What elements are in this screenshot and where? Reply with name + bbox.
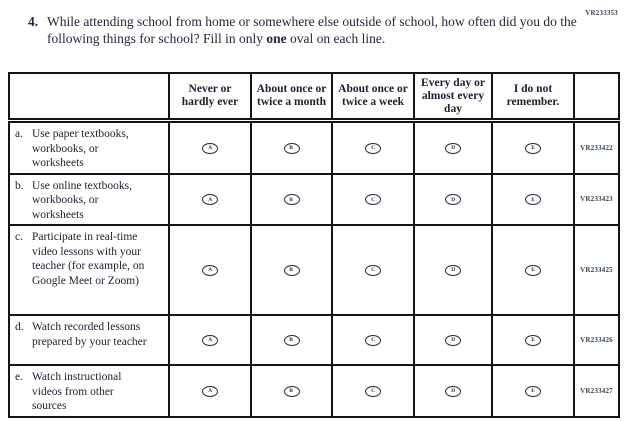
answer-oval-e2[interactable] (284, 386, 300, 397)
answer-oval-b5[interactable] (525, 194, 541, 205)
oval-cell (492, 174, 574, 226)
answer-oval-e1[interactable] (202, 386, 218, 397)
oval-cell (492, 365, 574, 417)
oval-cell (414, 121, 492, 174)
table-row-e (9, 365, 619, 417)
row-letter: c. (15, 231, 23, 243)
oval-letter: A (208, 337, 212, 344)
response-matrix-table (8, 72, 620, 418)
question-emphasis: one (266, 31, 287, 46)
question-text (47, 13, 584, 47)
oval-cell (251, 315, 332, 365)
answer-oval-b3[interactable] (365, 194, 381, 205)
answer-oval-c4[interactable] (445, 265, 461, 276)
answer-oval-e3[interactable] (365, 386, 381, 397)
answer-oval-a3[interactable] (365, 143, 381, 154)
oval-letter: D (451, 196, 455, 203)
oval-letter: A (208, 196, 212, 203)
oval-cell (169, 174, 251, 226)
oval-letter: B (289, 196, 294, 203)
table-row-a (9, 121, 619, 174)
table-row-b (9, 174, 619, 226)
oval-letter: E (531, 267, 535, 274)
oval-letter: D (451, 388, 455, 394)
question-number: 4. (28, 14, 39, 29)
oval-letter: E (531, 145, 535, 151)
table-row-d (9, 315, 619, 365)
answer-oval-b4[interactable] (445, 194, 461, 205)
answer-oval-c3[interactable] (365, 265, 381, 276)
row-label-b (9, 174, 169, 226)
question-text-part2: oval on each line. (286, 31, 386, 46)
header-once-twice-month: About once or twice a month (251, 73, 332, 121)
row-code-a: VR233422 (574, 121, 619, 174)
answer-oval-c5[interactable] (525, 265, 541, 276)
oval-cell (169, 365, 251, 417)
row-code-b: VR233423 (574, 174, 619, 226)
row-label-c (9, 225, 169, 315)
oval-cell (332, 225, 414, 315)
question-text-part1: While attending school from home or somewhere else outside of school, how often did you do the following things for school? Fill in only (47, 14, 577, 46)
header-every-day: Every day or almost every day (414, 73, 492, 121)
row-label-text: Watch recorded lessons prepared by your teacher (32, 321, 147, 348)
row-label-a (9, 121, 169, 174)
question-block (28, 13, 584, 47)
oval-letter: E (531, 196, 535, 203)
oval-letter: D (451, 337, 455, 344)
row-code-e: VR233427 (574, 365, 619, 417)
oval-cell (169, 225, 251, 315)
oval-cell (251, 225, 332, 315)
oval-cell (332, 174, 414, 226)
row-label-text: Participate in real-time video lessons with your teacher (for example, on Google Meet or Zoom) (32, 231, 145, 287)
answer-oval-d1[interactable] (202, 335, 218, 346)
oval-cell (169, 121, 251, 174)
answer-oval-d5[interactable] (525, 335, 541, 346)
oval-letter: E (531, 388, 535, 394)
oval-cell (414, 315, 492, 365)
oval-cell (414, 225, 492, 315)
answer-oval-d3[interactable] (365, 335, 381, 346)
row-label-e (9, 365, 169, 417)
row-code-d: VR233426 (574, 315, 619, 365)
oval-cell (332, 315, 414, 365)
header-once-twice-week: About once or twice a week (332, 73, 414, 121)
oval-cell (414, 365, 492, 417)
oval-letter: C (371, 267, 375, 274)
oval-cell (492, 315, 574, 365)
row-label-text: Use paper textbooks, workbooks, or worksheets (32, 128, 129, 169)
row-code-c: VR233425 (574, 225, 619, 315)
oval-cell (251, 121, 332, 174)
answer-oval-d4[interactable] (445, 335, 461, 346)
oval-letter: C (371, 388, 375, 394)
header-code-cell (574, 73, 619, 121)
oval-letter: B (289, 145, 294, 151)
row-letter: e. (15, 371, 23, 383)
answer-oval-e5[interactable] (525, 386, 541, 397)
row-label-text: Use online textbooks, workbooks, or worksheets (32, 179, 132, 221)
answer-oval-a4[interactable] (445, 143, 461, 154)
oval-letter: D (451, 267, 455, 274)
header-never-hardly-ever: Never or hardly ever (169, 73, 251, 121)
answer-oval-a5[interactable] (525, 143, 541, 154)
oval-letter: D (451, 145, 455, 151)
header-blank-cell (9, 73, 169, 121)
answer-oval-b2[interactable] (284, 194, 300, 205)
form-code-top-right: VR233353 (585, 9, 618, 17)
row-label-text: Watch instructional videos from other sources (32, 371, 122, 412)
oval-letter: A (208, 388, 212, 394)
oval-letter: C (371, 196, 375, 203)
oval-cell (492, 121, 574, 174)
table-row-c (9, 225, 619, 315)
oval-letter: B (289, 388, 294, 394)
answer-oval-c2[interactable] (284, 265, 300, 276)
answer-oval-a1[interactable] (202, 143, 218, 154)
oval-cell (332, 121, 414, 174)
header-do-not-remember: I do not remember. (492, 73, 574, 121)
oval-cell (169, 315, 251, 365)
answer-oval-c1[interactable] (202, 265, 218, 276)
oval-letter: E (531, 337, 535, 344)
oval-letter: A (208, 267, 212, 274)
answer-oval-b1[interactable] (202, 194, 218, 205)
oval-letter: B (289, 267, 294, 274)
answer-oval-a2[interactable] (284, 143, 300, 154)
oval-letter: B (289, 337, 294, 344)
oval-letter: A (208, 145, 212, 151)
answer-oval-e4[interactable] (445, 386, 461, 397)
oval-cell (332, 365, 414, 417)
oval-cell (492, 225, 574, 315)
row-letter: a. (15, 128, 23, 140)
oval-cell (251, 365, 332, 417)
header-row (9, 73, 619, 121)
oval-letter: C (371, 337, 375, 344)
row-letter: d. (15, 321, 24, 333)
oval-cell (251, 174, 332, 226)
row-label-d (9, 315, 169, 365)
answer-oval-d2[interactable] (284, 335, 300, 346)
row-letter: b. (15, 179, 24, 192)
oval-letter: C (371, 145, 375, 151)
oval-cell (414, 174, 492, 226)
